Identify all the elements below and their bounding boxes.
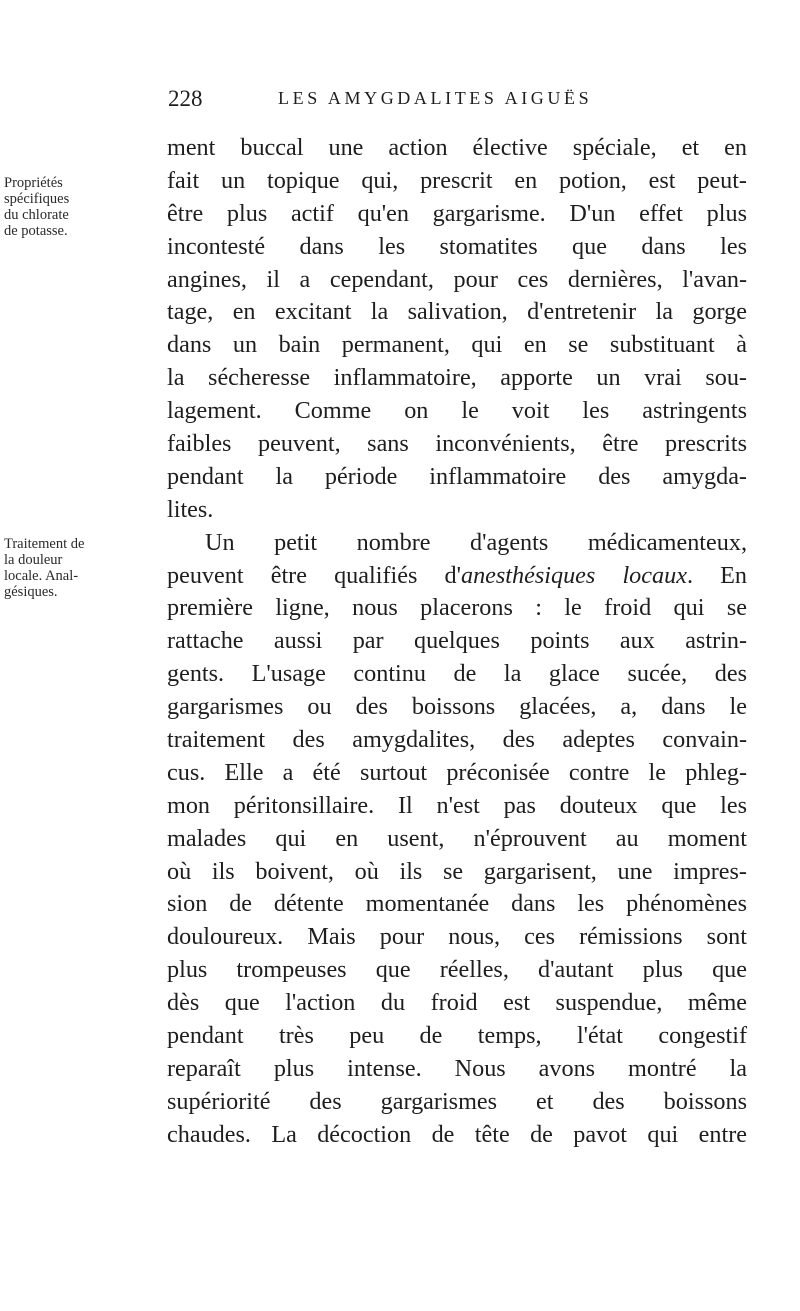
text-line: supériorité des gargarismes et des boissons <box>167 1087 747 1115</box>
text-line: dans un bain permanent, qui en se substituant à <box>167 331 747 359</box>
text-line: tage, en excitant la salivation, d'entretenir la gorge <box>167 298 747 326</box>
margin-note-line: la douleur <box>4 552 63 568</box>
text-line: pendant la période inflammatoire des amygda- <box>167 462 747 490</box>
text-line: Un petit nombre d'agents médicamenteux, <box>205 528 747 556</box>
body-text <box>167 132 747 1152</box>
text-line: incontesté dans les stomatites que dans les <box>167 232 747 260</box>
text-line: gargarismes ou des boissons glacées, a, dans le <box>167 693 747 721</box>
italic-term: anesthésiques locaux <box>460 561 687 589</box>
text-line: où ils boivent, où ils se gargarisent, une impres- <box>167 857 747 885</box>
text-line: être plus actif qu'en gargarisme. D'un effet plus <box>167 199 747 227</box>
text-line: reparaît plus intense. Nous avons montré la <box>167 1054 747 1082</box>
text-line: cus. Elle a été surtout préconisée contre le phleg- <box>167 758 747 786</box>
text-line: lagement. Comme on le voit les astringents <box>167 397 747 425</box>
text-line: fait un topique qui, prescrit en potion, est peut- <box>167 166 747 194</box>
text-line: rattache aussi par quelques points aux astrin- <box>167 627 747 655</box>
text-line: première ligne, nous placerons : le froid qui se <box>167 594 747 622</box>
margin-note-line: gésiques. <box>4 584 58 600</box>
text-segment: peuvent être qualifiés d' <box>167 561 461 589</box>
text-line: lites. <box>167 495 214 523</box>
margin-note-analgesiques <box>4 536 154 600</box>
running-head <box>168 86 748 116</box>
text-line: ment buccal une action élective spéciale, et en <box>167 134 747 161</box>
text-line: pendant très peu de temps, l'état congestif <box>167 1022 747 1050</box>
text-line: gents. L'usage continu de la glace sucée, des <box>167 660 747 688</box>
margin-note-chlorate <box>4 175 154 239</box>
running-title: LES AMYGDALITES AIGUËS <box>278 88 593 108</box>
text-line: sion de détente momentanée dans les phénomènes <box>167 890 747 918</box>
text-line: angines, il a cependant, pour ces dernières, l'avan- <box>167 265 747 293</box>
margin-note-line: Propriétés <box>4 175 63 191</box>
text-line: faibles peuvent, sans inconvénients, être prescrits <box>167 430 747 458</box>
margin-note-line: Traitement de <box>4 536 85 552</box>
page-number: 228 <box>168 86 203 111</box>
text-line: la sécheresse inflammatoire, apporte un vrai sou- <box>167 364 747 392</box>
text-line: chaudes. La décoction de tête de pavot qui entre <box>167 1120 747 1148</box>
text-line: plus trompeuses que réelles, d'autant plus que <box>167 956 747 984</box>
text-line: dès que l'action du froid est suspendue, même <box>167 989 747 1017</box>
margin-note-line: locale. Anal- <box>4 568 79 584</box>
text-segment: . En <box>686 561 747 589</box>
text-line: traitement des amygdalites, des adeptes convain- <box>167 726 747 754</box>
margin-note-line: de potasse. <box>4 223 68 239</box>
text-line: douloureux. Mais pour nous, ces rémissions sont <box>167 923 747 951</box>
margin-note-line: du chlorate <box>4 207 69 223</box>
text-line: mon péritonsillaire. Il n'est pas douteux que les <box>167 791 747 819</box>
text-line-with-italic <box>167 560 747 593</box>
text-line: malades qui en usent, n'éprouvent au moment <box>167 824 747 852</box>
margin-note-line: spécifiques <box>4 191 70 207</box>
